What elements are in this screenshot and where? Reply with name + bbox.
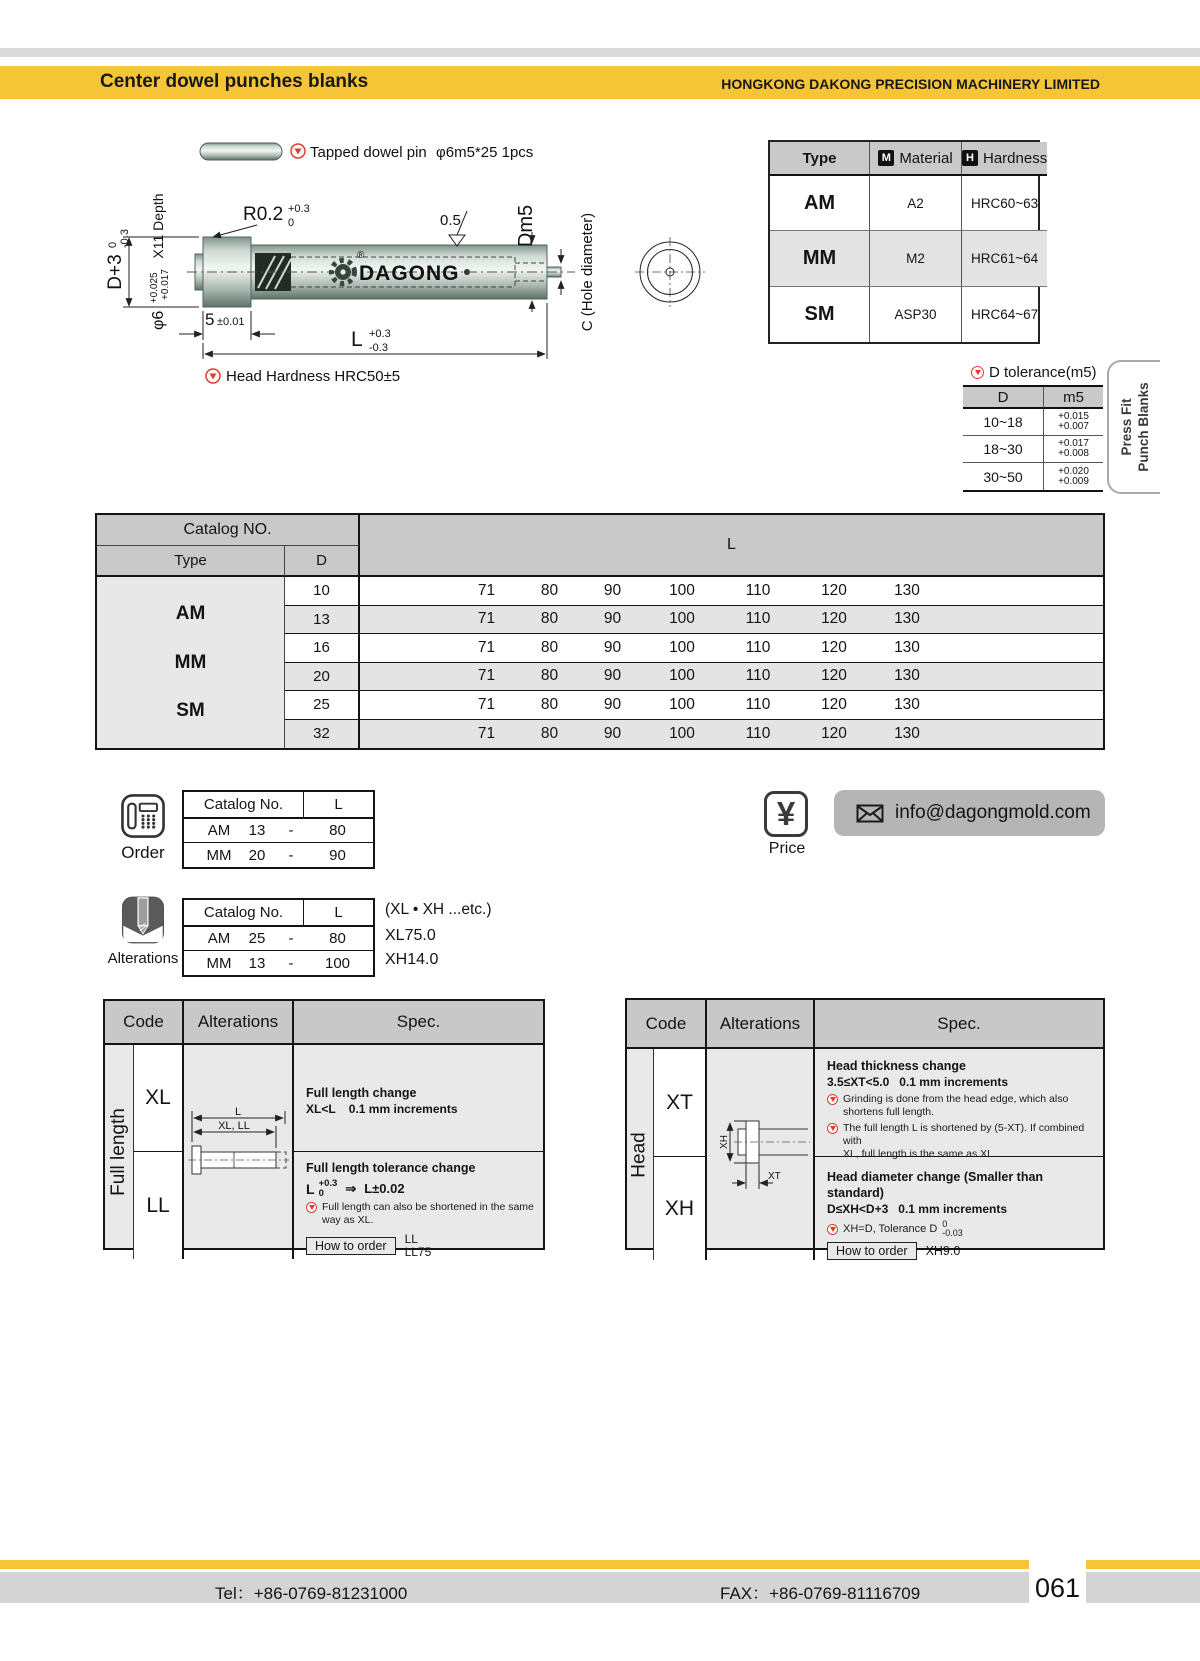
dim-phi: φ6 [150, 310, 167, 330]
footer-fax: FAX：+86-0769-81116709 [720, 1584, 921, 1603]
l-row [360, 663, 1103, 692]
order-dash: - [288, 846, 294, 864]
code-header: Code [627, 1000, 707, 1049]
xt-note1-line1: Grinding is done from the head edge, which also [843, 1093, 1069, 1105]
tolerance-lower: +0.009 [1058, 475, 1089, 487]
code-header: Code [105, 1001, 184, 1045]
order-l: 90 [329, 846, 346, 864]
spec-ll [294, 1152, 543, 1259]
diagram-dim-xl-ll: XL, LL [218, 1120, 250, 1132]
warning-icon [971, 366, 984, 379]
warning-icon [206, 369, 220, 383]
spec-xh [815, 1157, 1103, 1260]
l-value: 120 [821, 667, 847, 685]
alterations-dash: - [288, 930, 294, 947]
warning-icon [827, 1123, 838, 1134]
dim-phi-depth: X11 Depth [150, 193, 166, 259]
tolerance-col-m5: m5 [1043, 387, 1103, 409]
dim-r-sub: 0 [288, 217, 295, 229]
tolerance-upper: +0.015 [1058, 411, 1089, 422]
xh-note [827, 1220, 1093, 1238]
xh-note-text: XH=D, Tolerance D [843, 1222, 938, 1235]
dim-l-sub: -0.3 [369, 342, 388, 354]
ll-note-text: Full length can also be shortened in the same way as XL. [322, 1201, 534, 1226]
ll-example-1: LL [404, 1232, 418, 1246]
l-value: 120 [821, 610, 847, 628]
tolerance-lower: +0.007 [1058, 421, 1089, 432]
fax-phone-icon [120, 793, 166, 839]
xh-tol-sub: -0.03 [942, 1228, 963, 1238]
alterations-table-header [184, 900, 373, 927]
alterations-note: (XL • XH ...etc.) [385, 901, 492, 918]
spec-xl [294, 1045, 543, 1152]
l-value: 110 [745, 724, 771, 742]
material-cell: M2 [870, 231, 962, 286]
type-cell: AM [770, 176, 870, 231]
type-merged-cell [97, 577, 285, 748]
warning-icon [827, 1094, 838, 1105]
code-xl: XL [134, 1045, 184, 1152]
l-value: 71 [477, 610, 496, 628]
tolerance-values [1043, 436, 1103, 463]
ll-formula-sup: +0.3 [318, 1178, 338, 1189]
envelope-icon [856, 804, 884, 823]
l-value: 71 [477, 667, 496, 685]
email-address: info@dagongmold.com [895, 802, 1091, 823]
l-row [360, 577, 1103, 606]
how-to-order-box: How to order [306, 1237, 396, 1255]
hardness-cell: HRC61~64 [962, 231, 1047, 286]
l-value: 100 [669, 695, 695, 713]
d-tolerance-table [963, 385, 1103, 492]
pin-spec: φ6m5*25 1pcs [436, 144, 534, 161]
type-header [770, 142, 870, 176]
alterations-table [182, 898, 375, 977]
xt-note-2 [827, 1122, 1093, 1161]
ll-how-to-order [306, 1233, 535, 1259]
order-l: 80 [329, 822, 346, 839]
dim-d3-group [105, 229, 131, 290]
side-tab-line2: Punch Blanks [1135, 382, 1151, 472]
group-full-length [105, 1045, 134, 1259]
pin-label: Tapped dowel pin [310, 144, 427, 161]
material-cell: ASP30 [870, 287, 962, 342]
ll-formula-sub: 0 [318, 1187, 324, 1199]
material-icon: M [878, 150, 894, 166]
end-view-circle [635, 237, 705, 307]
dim-d3: D+3 [105, 254, 126, 290]
dim-d3-sup: 0 [107, 241, 119, 248]
side-tab-label [1118, 360, 1152, 494]
hardness-header [962, 142, 1047, 176]
l-value: 80 [540, 638, 559, 656]
head-hardness-note: Head Hardness HRC50±5 [226, 368, 401, 385]
hardness-header-label: Hardness [983, 149, 1048, 167]
hardness-cell: HRC64~67 [971, 306, 1039, 322]
l-value: 130 [894, 638, 920, 656]
l-value: 71 [477, 581, 496, 599]
alterations-header: Alterations [184, 1001, 294, 1045]
page-title: Center dowel punches blanks [100, 71, 369, 92]
group-head-label: Head [629, 1131, 651, 1178]
l-row [360, 606, 1103, 635]
tolerance-upper: +0.017 [1058, 438, 1089, 449]
tolerance-lower: +0.008 [1058, 448, 1089, 459]
spec-header: Spec. [815, 1000, 1103, 1049]
group-head [627, 1049, 654, 1260]
hardness-icon: H [962, 150, 978, 166]
d-cell: 16 [285, 634, 360, 663]
alterations-row [184, 951, 373, 975]
l-value: 90 [603, 667, 622, 685]
l-value: 100 [669, 610, 695, 628]
alterations-col-catalog: Catalog No. [184, 900, 304, 925]
alterations-type: MM [206, 954, 232, 972]
d-tolerance-block [963, 364, 1103, 492]
alterations-row [184, 927, 373, 951]
l-value: 120 [821, 638, 847, 656]
order-col-l: L [334, 796, 343, 813]
price-yen-icon [764, 791, 808, 837]
type-cell: SM [770, 287, 870, 342]
d-cell: 32 [285, 720, 360, 749]
order-type: MM [206, 846, 232, 864]
order-type: AM [207, 822, 231, 839]
alterations-dash: - [288, 954, 294, 972]
l-value: 110 [745, 610, 771, 628]
l-value: 90 [603, 638, 622, 656]
dim-head-thickness: 5 [205, 310, 215, 329]
top-gray-strip [0, 48, 1200, 57]
hardness-cell: HRC60~63 [962, 176, 1047, 231]
xh-spec-line: D≤XH<D+3 0.1 mm increments [827, 1202, 1007, 1216]
dim-phi-sub: +0.017 [160, 269, 171, 300]
code-ll: LL [134, 1152, 184, 1259]
alterations-type: AM [207, 930, 231, 947]
order-table [182, 790, 375, 869]
d-tolerance-title-label: D tolerance(m5) [989, 364, 1097, 381]
full-length-diagram [184, 1045, 294, 1259]
d-cell: 20 [285, 663, 360, 692]
l-value: 110 [745, 638, 771, 656]
d-cell: 25 [285, 691, 360, 720]
head-alterations-table [625, 998, 1105, 1258]
l-value: 80 [540, 724, 559, 742]
l-value: 110 [745, 695, 771, 713]
d-cell: 10 [285, 577, 360, 606]
l-row [360, 634, 1103, 663]
alterations-l: 80 [329, 930, 346, 947]
l-value: 130 [894, 581, 920, 599]
order-table-header [184, 792, 373, 819]
yen-symbol: ¥ [776, 795, 796, 832]
how-to-order-box: How to order [827, 1242, 917, 1260]
side-tab-press-fit-punch-blanks [1107, 360, 1160, 494]
code-xt: XT [654, 1049, 707, 1157]
xh-tol-sup: 0 [942, 1219, 948, 1229]
dim-phi-sup: +0.025 [149, 272, 160, 304]
type-subheader: Type [97, 546, 285, 577]
spec-header: Spec. [294, 1001, 543, 1045]
order-d: 20 [248, 846, 266, 864]
l-value: 90 [603, 695, 622, 713]
ll-spec-title: Full length tolerance change [306, 1161, 476, 1175]
xh-how-to-order [827, 1242, 1093, 1260]
l-row [360, 691, 1103, 720]
l-value: 100 [669, 667, 695, 685]
l-value: 71 [477, 638, 496, 656]
dim-head-thickness-tol: ±0.01 [217, 316, 245, 328]
type-label-sm: SM [176, 699, 205, 721]
order-d: 13 [248, 822, 266, 839]
ll-formula-rhs: L±0.02 [364, 1181, 405, 1196]
l-value: 80 [540, 581, 559, 599]
technical-drawing [95, 133, 765, 433]
l-value: 110 [745, 667, 771, 685]
diagram-dim-xh: XH [719, 1135, 730, 1149]
footer-gray-bar [0, 1572, 1200, 1603]
price-label: Price [768, 840, 806, 857]
diagram-dim-l: L [234, 1106, 242, 1118]
l-value: 100 [669, 638, 695, 656]
l-value: 90 [603, 724, 622, 742]
warning-icon [291, 144, 305, 158]
logo-text: DAGONG [359, 262, 460, 285]
l-value: 130 [894, 610, 920, 628]
xt-note-1 [827, 1093, 1093, 1119]
xt-note2-line1: The full length L is shortened by (5-XT). If combined with [843, 1122, 1085, 1147]
dim-chamfer: 0.5 [440, 212, 461, 229]
type-label-am: AM [175, 603, 206, 625]
dim-r-sup: +0.3 [288, 203, 310, 215]
d-tolerance-title [963, 364, 1103, 381]
l-value: 80 [540, 695, 559, 713]
type-material-table [768, 140, 1048, 344]
alterations-label: Alterations [107, 950, 179, 967]
material-header [870, 142, 962, 176]
tolerance-upper: +0.020 [1058, 465, 1089, 477]
alterations-example-1: XL75.0 [385, 927, 436, 944]
l-value: 120 [821, 581, 847, 599]
dim-phi6-group [144, 193, 172, 330]
material-header-label: Material [899, 149, 953, 167]
warning-icon [306, 1202, 317, 1213]
side-tab-line1: Press Fit [1118, 398, 1134, 456]
tolerance-range: 10~18 [963, 409, 1043, 436]
warning-icon [827, 1224, 838, 1235]
ll-formula [306, 1179, 535, 1198]
l-row [360, 720, 1103, 749]
catalog-table [95, 513, 1105, 750]
email-pill [834, 790, 1105, 836]
l-value: 90 [603, 581, 622, 599]
ll-formula-lhs: L [306, 1180, 315, 1197]
order-row [184, 819, 373, 843]
code-xh: XH [654, 1157, 707, 1260]
xh-spec-title: Head diameter change (Smaller than standard) [827, 1170, 1044, 1200]
l-value: 80 [540, 667, 559, 685]
xt-spec-title: Head thickness change [827, 1059, 966, 1073]
xl-spec-title: Full length change [306, 1086, 417, 1100]
order-label: Order [121, 843, 165, 862]
l-header: L [360, 515, 1103, 577]
alterations-d: 25 [248, 930, 266, 947]
group-full-length-label: Full length [108, 1108, 130, 1196]
alterations-header: Alterations [707, 1000, 815, 1049]
order-col-catalog: Catalog No. [184, 792, 304, 817]
diagram-dim-xt: XT [768, 1171, 781, 1182]
spec-xt [815, 1049, 1103, 1160]
svg-text:φ6 +0.025 +0.0 [144, 193, 172, 330]
dim-l-sup: +0.3 [369, 328, 391, 340]
full-length-alterations-table [103, 999, 545, 1259]
dim-d3-sub: -0.3 [119, 229, 131, 248]
ll-formula-arrow: ⇒ [345, 1180, 357, 1196]
tolerance-values [1043, 463, 1103, 490]
xt-note1-line2: shortens full length. [843, 1106, 935, 1118]
xt-note2-line2: XL, full length is the same as XL. [843, 1148, 996, 1160]
d-subheader: D [285, 546, 360, 577]
xh-example: XH9.0 [925, 1244, 961, 1258]
l-value: 90 [603, 610, 622, 628]
ll-example-2: LL75 [404, 1245, 432, 1259]
tolerance-values [1043, 409, 1103, 436]
order-dash: - [288, 822, 294, 839]
l-value: 71 [477, 724, 496, 742]
xl-spec-line: XL<L 0.1 mm increments [306, 1102, 458, 1116]
page-number: 061 [1034, 1573, 1081, 1603]
ll-note [306, 1201, 535, 1227]
l-value: 100 [669, 724, 695, 742]
company-name: HONGKONG DAKONG PRECISION MACHINERY LIMITED [721, 76, 1100, 92]
tapped-dowel-pin-icon [200, 143, 282, 160]
l-value: 71 [477, 695, 496, 713]
head-diagram [707, 1049, 815, 1260]
l-value: 130 [894, 724, 920, 742]
l-value: 130 [894, 695, 920, 713]
footer-yellow-bar [0, 1560, 1200, 1569]
type-label-mm: MM [174, 651, 207, 673]
logo-registered-mark: ® [357, 250, 365, 261]
l-value: 120 [821, 724, 847, 742]
dim-l: L [351, 328, 363, 351]
l-value: 110 [745, 581, 771, 599]
alterations-d: 13 [248, 954, 266, 972]
order-row [184, 843, 373, 867]
full-length-diagram-svg [186, 1106, 290, 1198]
dim-c: C (Hole diameter) [579, 212, 596, 332]
material-cell: A2 [870, 176, 962, 231]
tolerance-col-d: D [963, 387, 1043, 409]
catalog-no-header: Catalog NO. [97, 515, 360, 546]
l-value: 100 [669, 581, 695, 599]
alterations-punch-icon [120, 894, 166, 946]
tolerance-range: 30~50 [983, 468, 1023, 485]
xt-spec-line: 3.5≤XT<5.0 0.1 mm increments [827, 1075, 1009, 1089]
l-value: 130 [894, 667, 920, 685]
l-value: 80 [540, 610, 559, 628]
d-cell: 13 [285, 606, 360, 635]
dim-dm5: Dm5 [515, 204, 537, 248]
type-cell: MM [770, 231, 870, 286]
footer-tel: Tel：+86-0769-81231000 [215, 1584, 408, 1603]
alterations-example-2: XH14.0 [385, 951, 439, 968]
alterations-col-l: L [334, 904, 343, 921]
tolerance-range: 18~30 [963, 436, 1043, 463]
head-diagram-svg [710, 1107, 810, 1202]
type-header-label: Type [802, 149, 837, 167]
alterations-l: 100 [324, 954, 351, 972]
l-value: 120 [821, 695, 847, 713]
dim-r: R0.2 [243, 204, 284, 225]
